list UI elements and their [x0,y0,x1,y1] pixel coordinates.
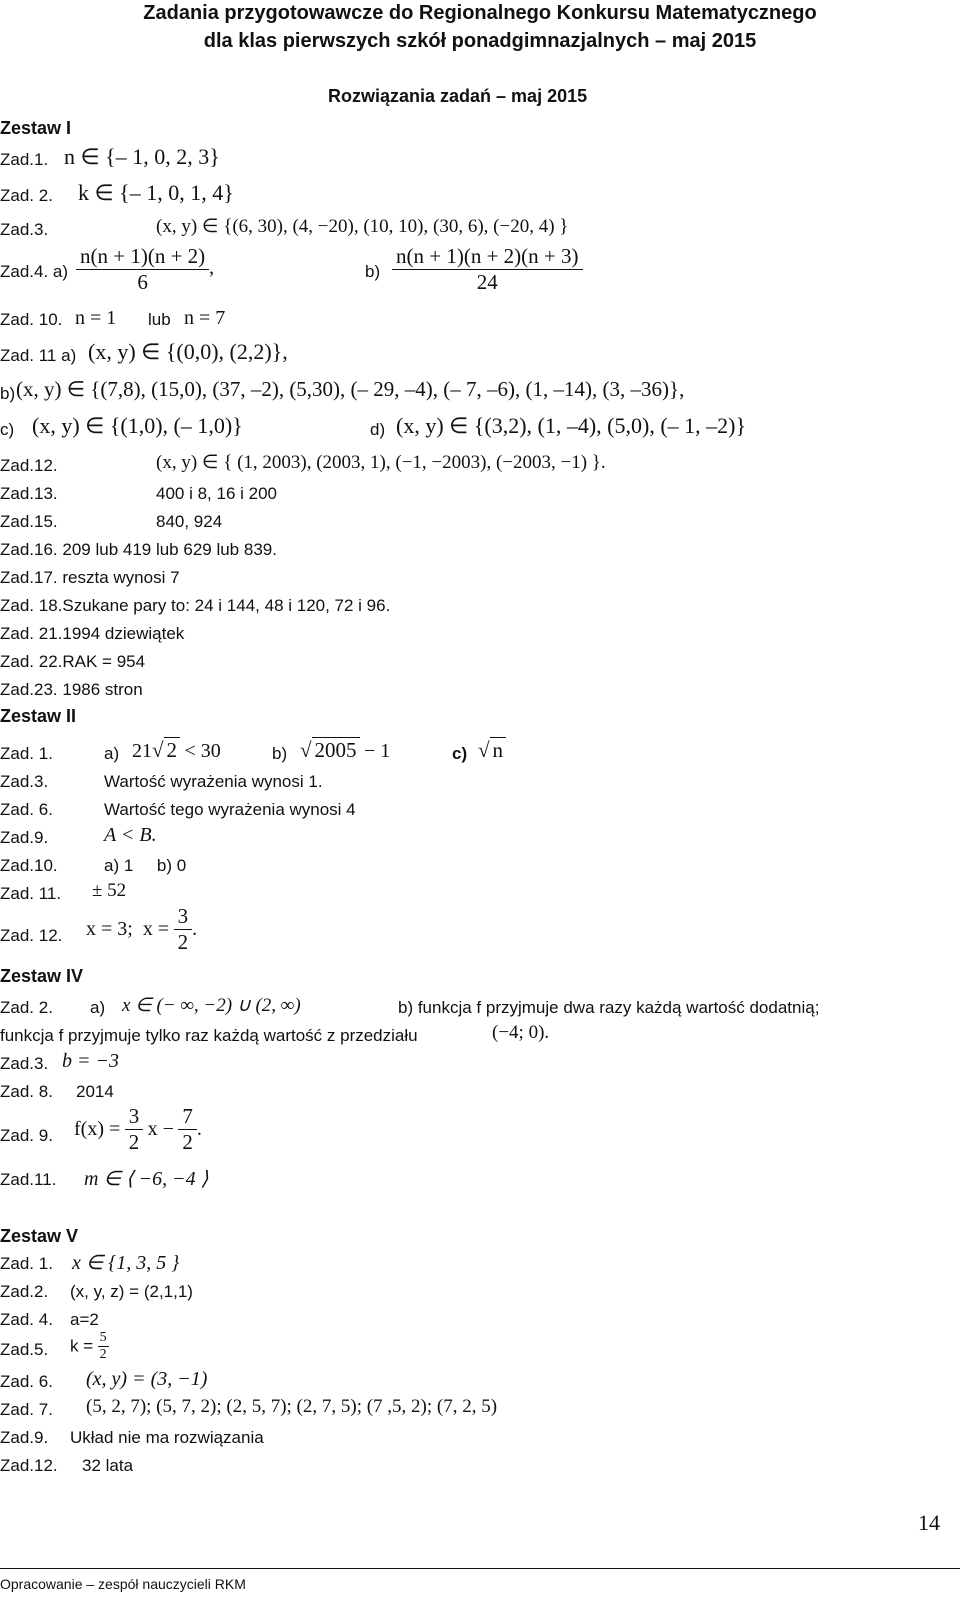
ziv-z9-period: . [196,1118,202,1140]
z15-label: Zad.15. [0,512,58,531]
zii-z10-answer: a) 1 b) 0 [104,856,187,875]
zv-z2-label: Zad.2. [0,1282,49,1301]
z4-label: Zad.4. a) [0,262,69,281]
zv-z2-answer: (x, y, z) = (2,1,1) [70,1282,193,1301]
zv-z4-label: Zad. 4. [0,1310,53,1329]
zv-z5-numerator: 5 [99,1330,107,1345]
zii-z1b-sqrt: √ 2005 [300,738,360,763]
ziv-z3-label: Zad.3. [0,1054,49,1073]
zii-z1a-comparison: < 30 [184,740,221,762]
ziv-z11-label: Zad.11. [0,1170,57,1189]
zii-z12-answer [86,904,197,955]
header-line-2: dla klas pierwszych szkół ponadgimnazjalnych – maj 2015 [203,30,757,52]
z15-answer: 840, 924 [156,512,223,531]
z4b-denominator: 24 [476,270,498,294]
z11b-label: b) [0,384,16,403]
z18-answer: Zad. 18.Szukane pary to: 24 i 144, 48 i 120, 72 i 96. [0,596,391,615]
z11c-answer: (x, y) ∈ {(1,0), (– 1,0)} [32,413,243,438]
section-title-zestaw-2: Zestaw II [0,706,77,726]
z11b-answer: (x, y) ∈ {(7,8), (15,0), (37, –2), (5,30), (– 29, –4), (– 7, –6), (1, –14), (3, –36)}, [16,377,685,401]
ziv-z2-line2: funkcja f przyjmuje tylko raz każdą wartość z przedziału [0,1026,418,1045]
zii-z3-answer: Wartość wyrażenia wynosi 1. [104,772,323,791]
section-title-zestaw-4: Zestaw IV [0,966,84,986]
z2-label: Zad. 2. [0,186,53,205]
z13-label: Zad.13. [0,484,58,503]
zii-z1a-radicand: 2 [164,737,181,762]
zv-z7-answer: (5, 2, 7); (5, 7, 2); (2, 5, 7); (2, 7, 5); (7 ,5, 2); (7, 2, 5) [86,1396,498,1417]
z4b-label: b) [365,262,381,281]
section-title-zestaw-1: Zestaw I [0,118,72,138]
z10-answer-b: n = 7 [184,307,226,329]
ziv-z9-numerator-2: 7 [178,1104,197,1130]
zii-z1b-minus-one: − 1 [363,740,391,762]
zv-z9-answer: Układ nie ma rozwiązania [70,1428,264,1447]
ziv-z3-answer: b = −3 [62,1050,119,1072]
zii-z9-label: Zad.9. [0,828,49,847]
z4a-fraction [76,244,214,295]
ziv-z2b-answer: b) funkcja f przyjmuje dwa razy każdą wartość dodatnią; [398,998,820,1017]
zv-z4-answer: a=2 [70,1310,99,1329]
zii-z1c-answer [478,738,506,763]
zv-z5-answer [70,1330,109,1363]
z11d-label: d) [370,420,386,439]
zii-z1-label: Zad. 1. [0,744,53,763]
z1-answer: n ∈ {– 1, 0, 2, 3} [64,144,220,169]
zii-z11-answer: ± 52 [92,880,127,901]
footer-divider [0,1568,960,1569]
ziv-z9-x-minus: x − [147,1118,174,1140]
z10-answer-a: n = 1 [75,307,117,329]
ziv-z2a-answer: x ∈ (− ∞, −2) ∪ (2, ∞) [122,995,301,1016]
z10-label: Zad. 10. [0,310,63,329]
zii-z1b-label: b) [272,744,288,763]
zv-z12-answer: 32 lata [82,1456,134,1475]
zv-z6-answer: (x, y) = (3, −1) [86,1368,208,1390]
zv-z7-label: Zad. 7. [0,1400,53,1419]
zii-z1a-answer [132,738,221,763]
z11d-answer: (x, y) ∈ {(3,2), (1, –4), (5,0), (– 1, –2)} [396,413,747,438]
zii-z6-answer: Wartość tego wyrażenia wynosi 4 [104,800,356,819]
zii-z10-label: Zad.10. [0,856,58,875]
z4b-numerator: n(n + 1)(n + 2)(n + 3) [392,244,583,270]
ziv-z8-answer: 2014 [76,1082,114,1101]
z4b-fraction [392,244,583,295]
zii-z9-answer: A < B. [104,824,157,846]
zv-z6-label: Zad. 6. [0,1372,53,1391]
zii-z1a-sqrt: √ 2 [152,738,180,763]
section-title-zestaw-5: Zestaw V [0,1226,79,1246]
zv-z1-answer: x ∈ {1, 3, 5 } [72,1252,180,1274]
zii-z11-label: Zad. 11. [0,884,62,903]
zv-z12-label: Zad.12. [0,1456,58,1475]
z23-answer: Zad.23. 1986 stron [0,680,143,699]
zii-z1b-radicand: 2005 [312,737,360,762]
solutions-subtitle: Rozwiązania zadań – maj 2015 [328,86,588,106]
zv-z5-denominator: 2 [99,1347,107,1362]
zii-z12-denominator: 2 [177,930,189,954]
zv-z5-k-equals: k = [70,1336,94,1356]
z10-lub: lub [148,310,171,329]
ziv-z2-label: Zad. 2. [0,998,53,1017]
ziv-z9-denominator-1: 2 [128,1130,140,1154]
ziv-z9-label: Zad. 9. [0,1126,53,1145]
z13-answer: 400 i 8, 16 i 200 [156,484,277,503]
zii-z1c-sqrt: √ n [478,738,506,763]
ziv-z8-label: Zad. 8. [0,1082,53,1101]
z22-answer: Zad. 22.RAK = 954 [0,652,146,671]
zii-z12-label: Zad. 12. [0,926,63,945]
ziv-z9-denominator-2: 2 [182,1130,193,1154]
zii-z1c-radicand: n [490,737,507,762]
header-line-1: Zadania przygotowawcze do Regionalnego Konkursu Matematycznego [143,2,817,24]
z12-label: Zad.12. [0,456,58,475]
z3-label: Zad.3. [0,220,49,239]
ziv-z11-answer: m ∈ ⟨ −6, −4 ⟩ [84,1168,209,1190]
z11-label: Zad. 11 a) [0,346,77,365]
zii-z1a-coefficient: 21 [132,740,152,762]
zii-z1a-label: a) [104,744,120,763]
z17-answer: Zad.17. reszta wynosi 7 [0,568,180,587]
ziv-z2a-label: a) [90,998,106,1017]
zv-z1-label: Zad. 1. [0,1254,53,1273]
z4a-numerator: n(n + 1)(n + 2) [76,244,209,270]
z2-answer: k ∈ {– 1, 0, 1, 4} [78,180,234,205]
z4a-denominator: 6 [137,270,148,294]
z4a-comma: , [209,256,215,279]
z21-answer: Zad. 21.1994 dziewiątek [0,624,185,643]
zii-z3-label: Zad.3. [0,772,49,791]
z3-answer: (x, y) ∈ {(6, 30), (4, −20), (10, 10), (30, 6), (−20, 4) } [156,216,569,237]
footer-credit: Opracowanie – zespół nauczycieli RKM [0,1576,246,1592]
zv-z5-label: Zad.5. [0,1340,49,1359]
zii-z12-period: . [192,918,198,940]
z16-answer: Zad.16. 209 lub 419 lub 629 lub 839. [0,540,277,559]
ziv-z9-lhs: f(x) = [74,1118,121,1140]
z11c-label: c) [0,420,15,439]
zii-z12-first-root: x = 3; x = [86,918,170,940]
ziv-z2-interval: (−4; 0). [492,1022,550,1043]
ziv-z9-numerator-1: 3 [125,1104,144,1130]
z12-answer: (x, y) ∈ { (1, 2003), (2003, 1), (−1, −2003), (−2003, −1) }. [156,452,606,473]
zv-z9-label: Zad.9. [0,1428,49,1447]
ziv-z9-answer [74,1104,202,1155]
z11a-answer: (x, y) ∈ {(0,0), (2,2)}, [88,339,288,364]
z1-label: Zad.1. [0,150,49,169]
zii-z6-label: Zad. 6. [0,800,53,819]
zii-z1c-label: c) [452,744,468,763]
page-number: 14 [918,1510,940,1535]
zii-z1b-answer [300,738,390,763]
zii-z12-numerator: 3 [174,904,193,930]
